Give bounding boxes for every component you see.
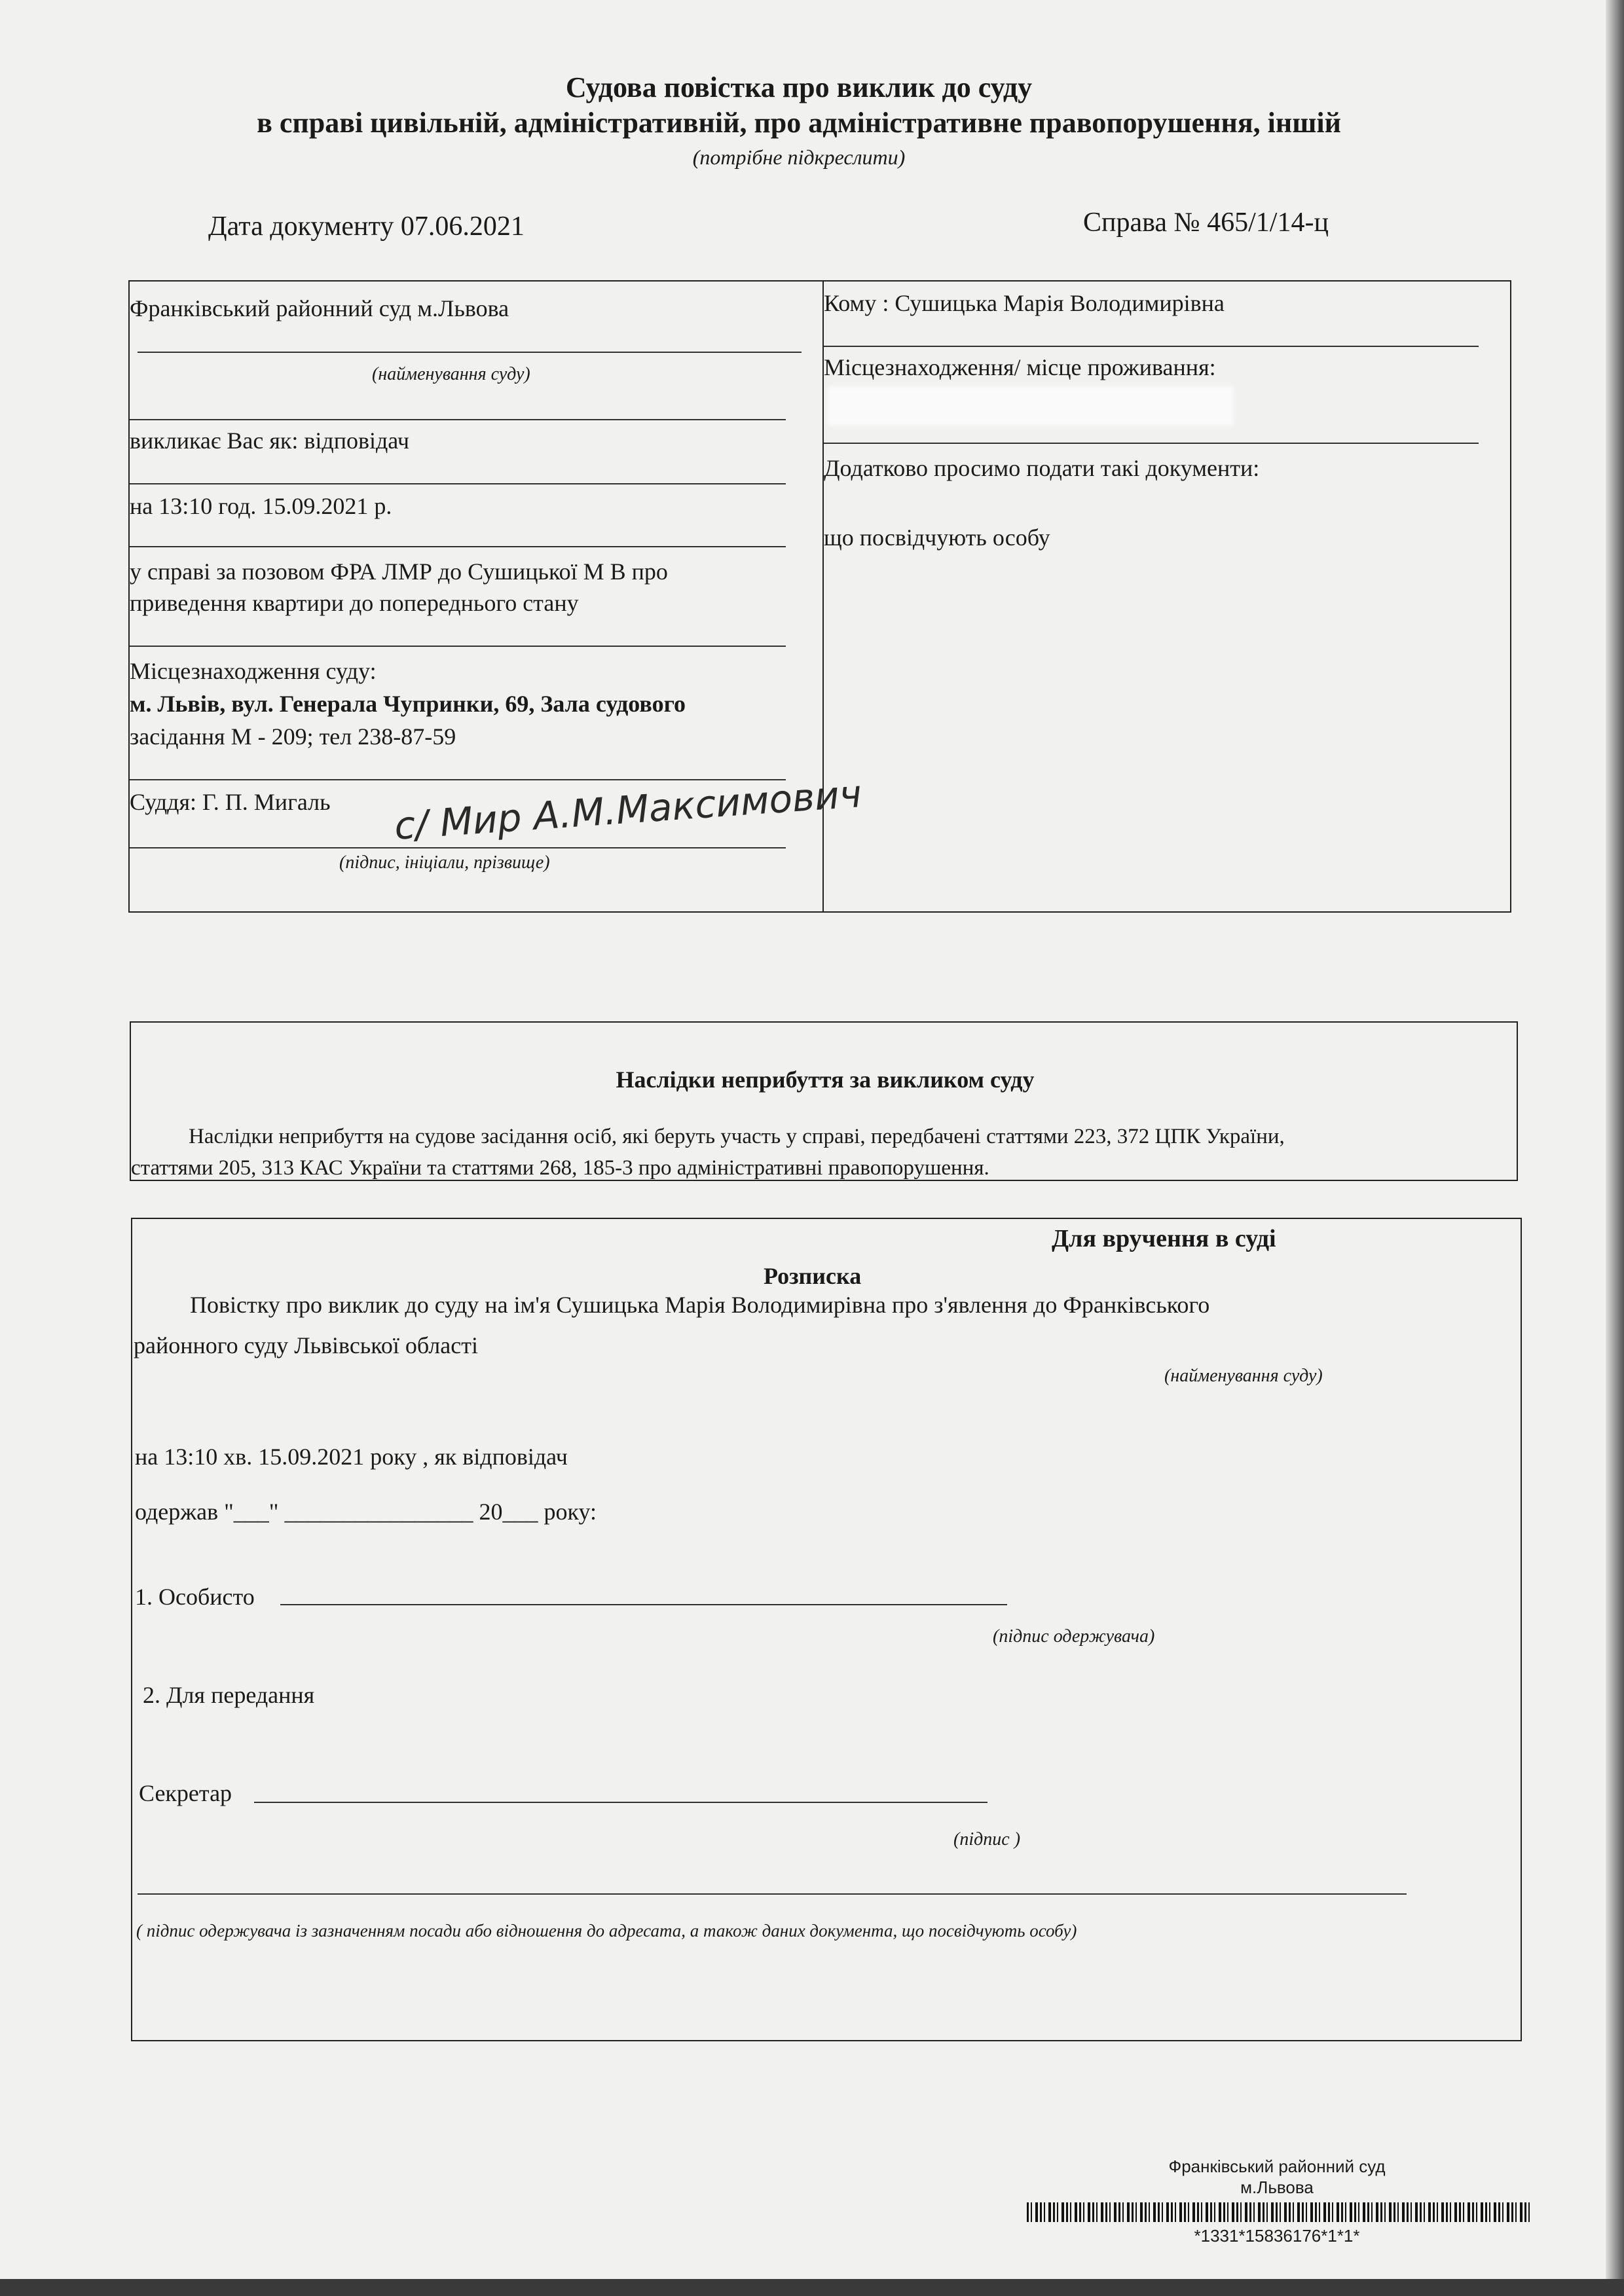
scan-bottom-edge (0, 2279, 1624, 2296)
divider (138, 352, 802, 353)
receipt-court-caption: (найменування суду) (1164, 1366, 1323, 1386)
document-date: Дата документу 07.06.2021 (208, 211, 525, 242)
divider (130, 779, 786, 780)
summons-role: викликає Вас як: відповідач (130, 428, 409, 454)
barcode (1027, 2202, 1531, 2222)
stamp-court-name: Франківський районний суд (1168, 2157, 1386, 2176)
extra-docs-value: що посвідчують особу (824, 524, 1050, 551)
scan-edge-shadow (1606, 0, 1624, 2296)
stamp-city: м.Львова (1240, 2178, 1314, 2197)
barcode-text: *1331*15836176*1*1* (1194, 2226, 1360, 2246)
redacted-address (828, 386, 1234, 426)
secretary-label: Секретар (139, 1780, 232, 1806)
extra-docs-label: Додатково просимо подати такі документи: (824, 455, 1260, 481)
consequences-text-line2: статтями 205, 313 КАС України та статтями 268, 185-3 про адміністративні правопорушення. (131, 1156, 989, 1180)
judge-signature: с/ Мир А.М.Максимович (393, 771, 864, 848)
residence-label: Місцезнаходження/ місце проживання: (824, 354, 1216, 380)
receipt-title: Розписка (764, 1263, 862, 1289)
consequences-title: Наслідки неприбуття за викликом суду (616, 1066, 1035, 1093)
divider (130, 419, 786, 420)
personally-signature-line (280, 1604, 1007, 1605)
court-location-line1: м. Львів, вул. Генерала Чупринки, 69, Зала судового (130, 691, 686, 717)
case-number: Справа № 465/1/14-ц (1083, 208, 1329, 238)
bottom-signature-line (138, 1893, 1407, 1895)
court-location-label: Місцезнаходження суду: (130, 658, 377, 684)
delivery-label: Для вручення в суді (1052, 1225, 1276, 1252)
for-transfer-label: 2. Для передання (143, 1682, 315, 1708)
divider (130, 546, 786, 547)
receipt-time: на 13:10 хв. 15.09.2021 року , як відповідач (135, 1444, 568, 1470)
judge-name: Суддя: Г. П. Мигаль (130, 789, 331, 815)
secretary-signature-caption: (підпис ) (953, 1829, 1021, 1850)
court-name: Франківський районний суд м.Львова (130, 295, 509, 321)
hearing-time: на 13:10 год. 15.09.2021 р. (130, 493, 392, 519)
received-date-line: одержав "___" ________________ 20___ року: (135, 1499, 597, 1525)
case-description-line1: у справі за позовом ФРА ЛМР до Сушицької М В про (130, 558, 668, 585)
document-subtitle: в справі цивільній, адміністративній, про адміністративне правопорушення, іншій (257, 107, 1341, 139)
bottom-caption: ( підпис одержувача із зазначенням посади або відношення до адресата, а також даних документа, що посвідчують особу) (136, 1921, 1077, 1941)
receipt-text-line1: Повістку про виклик до суду на ім'я Сушицька Марія Володимирівна про з'явлення до Франківського (190, 1292, 1210, 1318)
title-note: (потрібне підкреслити) (692, 145, 906, 169)
divider (130, 483, 786, 484)
secretary-signature-line (254, 1802, 987, 1803)
divider (130, 847, 786, 848)
personally-label: 1. Особисто (135, 1584, 255, 1610)
divider (824, 443, 1479, 444)
court-name-caption: (найменування суду) (372, 364, 530, 384)
court-location-line2: засідання М - 209; тел 238-87-59 (130, 723, 456, 750)
case-description-line2: приведення квартири до попереднього стану (130, 590, 579, 616)
receipt-text-line2: районного суду Львівської області (134, 1332, 478, 1358)
divider (130, 646, 786, 647)
signature-caption: (підпис, ініціали, прізвище) (339, 852, 550, 873)
consequences-text-line1: Наслідки неприбуття на судове засідання осіб, які беруть участь у справі, передбачені статтями 223, 372 ЦПК України, (189, 1125, 1285, 1148)
recipient-signature-caption: (підпис одержувача) (993, 1626, 1155, 1647)
recipient-name: Кому : Сушицька Марія Володимирівна (824, 290, 1225, 316)
divider (824, 346, 1479, 347)
document-title: Судова повістка про виклик до суду (565, 71, 1033, 103)
